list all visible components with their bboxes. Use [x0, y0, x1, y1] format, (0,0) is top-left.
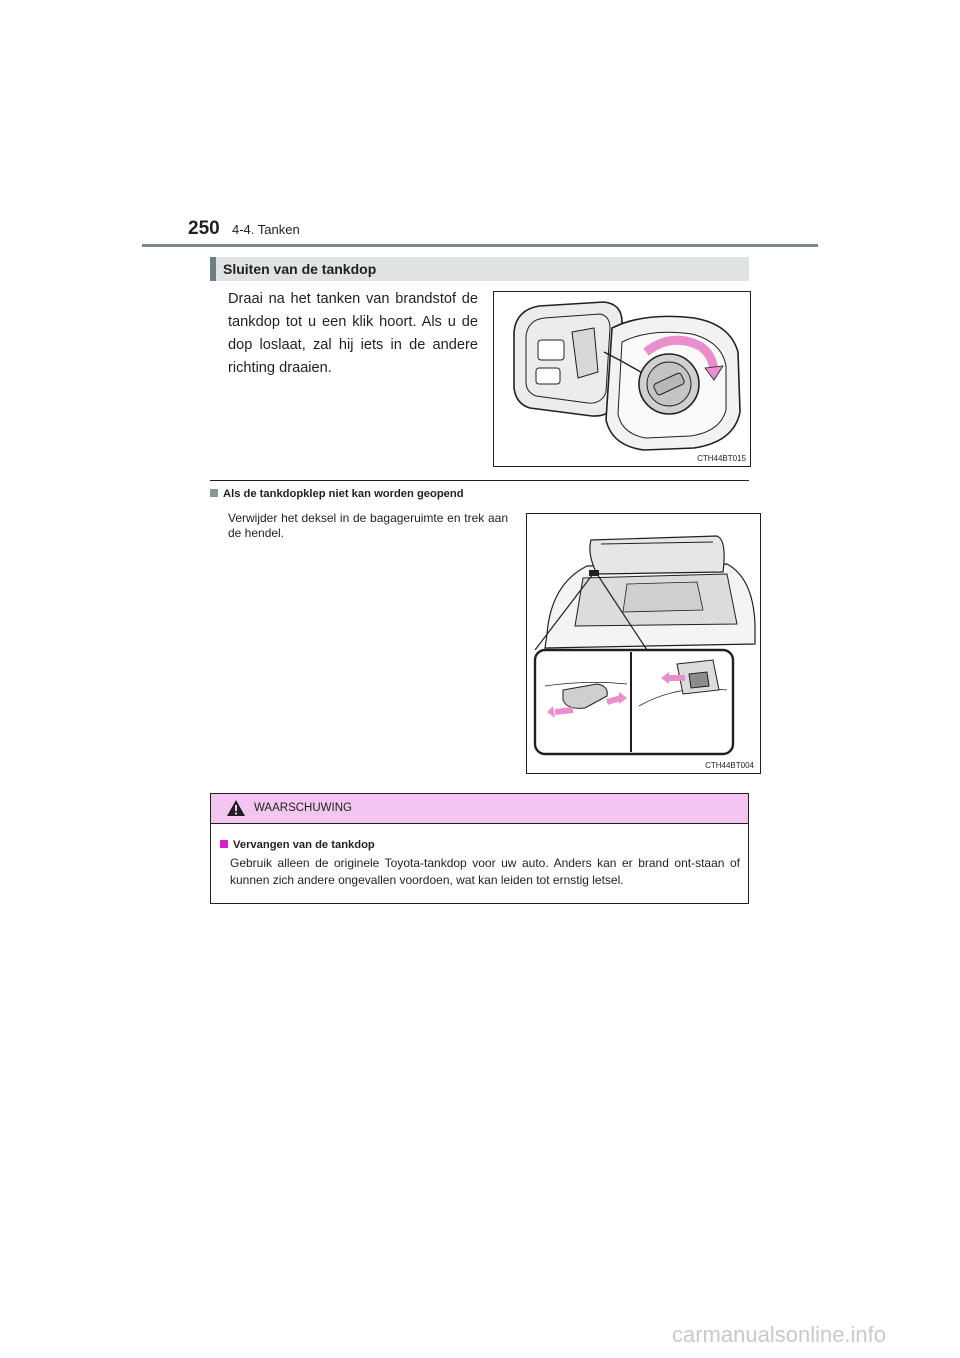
warning-icon [226, 799, 246, 817]
closing-instructions: Draai na het tanken van brandstof de tankdop tot u een klik hoort. Als u de dop loslaat, zal hij iets in de andere richting draaien. [228, 291, 478, 376]
section-heading: Sluiten van de tankdop [223, 261, 377, 277]
subsection-divider [210, 480, 749, 481]
warning-text: Gebruik alleen de originele Toyota-tankdop voor uw auto. Anders kan er brand ont-staan of kunnen zich andere ongevallen voordoen, wat kan leiden tot ernstig letsel. [230, 856, 740, 887]
watermark: carmanualsonline.info [672, 1322, 887, 1347]
warning-subheading-text: Vervangen van de tankdop [233, 839, 375, 851]
warning-header [211, 794, 748, 824]
warning-subheading [220, 839, 375, 851]
fuel-cap-illustration [494, 292, 750, 466]
bullet-square-icon [210, 489, 218, 497]
section-reference: 4-4. Tanken [232, 222, 300, 237]
release-instructions: Verwijder het deksel in de bagageruimte en trek aan de hendel. [228, 511, 508, 540]
page-number: 250 [188, 218, 220, 239]
bullet-square-icon [220, 840, 228, 848]
trunk-illustration [527, 514, 760, 773]
trunk-lever-figure [526, 513, 761, 774]
section-heading-bar [210, 257, 749, 281]
figure-code: CTH44BT015 [697, 454, 746, 463]
warning-title: WAARSCHUWING [254, 802, 352, 814]
header-divider [142, 244, 818, 247]
fuel-cap-figure [493, 291, 751, 467]
subsection-heading [210, 488, 464, 500]
subsection-heading-text: Als de tankdopklep niet kan worden geopend [223, 488, 464, 500]
warning-box [210, 793, 749, 904]
figure-code: CTH44BT004 [705, 761, 754, 770]
heading-accent [210, 257, 216, 281]
